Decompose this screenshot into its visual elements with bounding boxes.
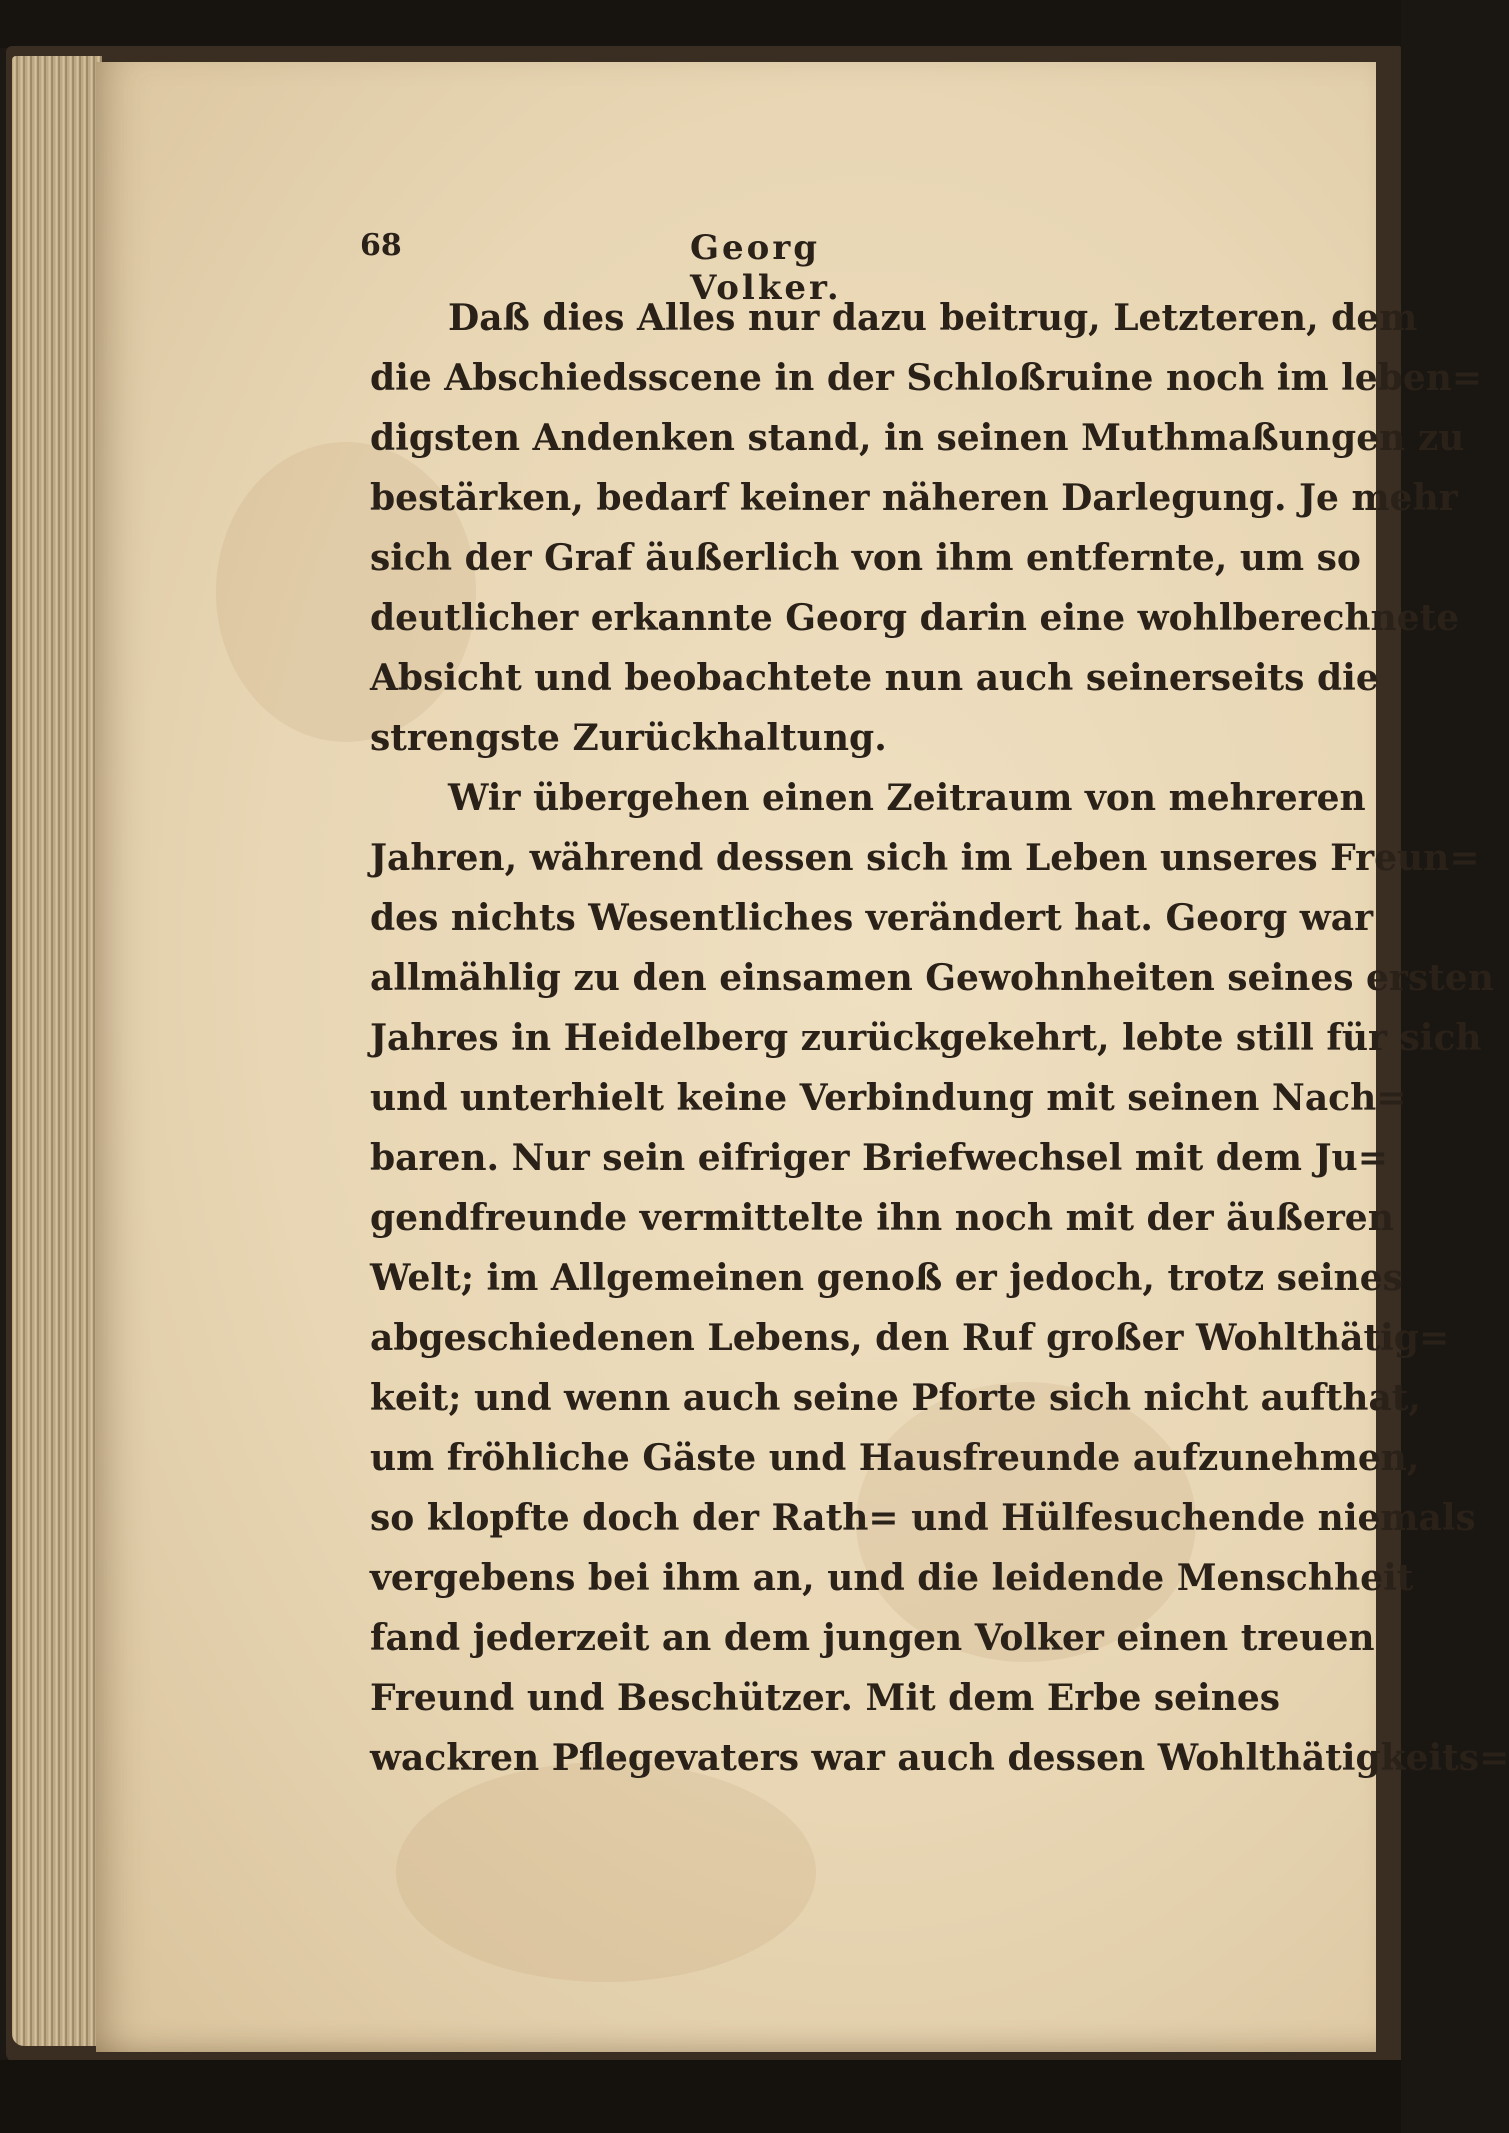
text-line: strengste Zurückhaltung. (370, 717, 887, 759)
text-line: so klopfte doch der Rath= und Hülfesuchende niemals (370, 1497, 1476, 1539)
text-line: abgeschiedenen Lebens, den Ruf großer Wohlthätig= (370, 1317, 1450, 1359)
text-line: gendfreunde vermittelte ihn noch mit der äußeren (370, 1197, 1394, 1239)
text-line: des nichts Wesentliches verändert hat. Georg war (370, 897, 1374, 939)
paper-stain (396, 1762, 816, 1982)
text-line: um fröhliche Gäste und Hausfreunde aufzunehmen, (370, 1437, 1420, 1479)
text-line: wackren Pflegevaters war auch dessen Wohlthätigkeits= (370, 1737, 1509, 1779)
page-edges (12, 56, 102, 2046)
text-line: Jahren, während dessen sich im Leben unseres Freun= (370, 837, 1480, 879)
text-line: Welt; im Allgemeinen genoß er jedoch, trotz seines (370, 1257, 1403, 1299)
text-line: Freund und Beschützer. Mit dem Erbe seines (370, 1677, 1281, 1719)
text-line: Wir übergehen einen Zeitraum von mehreren (448, 777, 1366, 819)
scan-bottom-border (0, 2060, 1401, 2133)
text-line: deutlicher erkannte Georg darin eine wohlberechnete (370, 597, 1460, 639)
text-line: keit; und wenn auch seine Pforte sich nicht aufthat, (370, 1377, 1421, 1419)
page-header (360, 228, 960, 308)
text-line: digsten Andenken stand, in seinen Muthmaßungen zu (370, 417, 1465, 459)
text-line: fand jederzeit an dem jungen Volker einen treuen (370, 1617, 1375, 1659)
text-line: bestärken, bedarf keiner näheren Darlegung. Je mehr (370, 477, 1458, 519)
scan-top-border (0, 0, 1401, 48)
body-text (370, 288, 1509, 1788)
text-line: Absicht und beobachtete nun auch seinerseits die (370, 657, 1379, 699)
text-line: und unterhielt keine Verbindung mit seinen Nach= (370, 1077, 1407, 1119)
text-line: baren. Nur sein eifriger Briefwechsel mit dem Ju= (370, 1137, 1388, 1179)
running-title: Georg Volker. (690, 228, 842, 308)
text-line: vergebens bei ihm an, und die leidende Menschheit (370, 1557, 1414, 1599)
text-line: Daß dies Alles nur dazu beitrug, Letzteren, dem (448, 297, 1418, 339)
text-line: die Abschiedsscene in der Schloßruine noch im leben= (370, 357, 1483, 399)
text-line: sich der Graf äußerlich von ihm entfernte, um so (370, 537, 1361, 579)
text-line: Jahres in Heidelberg zurückgekehrt, lebte still für sich (370, 1017, 1482, 1059)
page-number: 68 (360, 228, 402, 263)
text-line: allmählig zu den einsamen Gewohnheiten seines ersten (370, 957, 1494, 999)
